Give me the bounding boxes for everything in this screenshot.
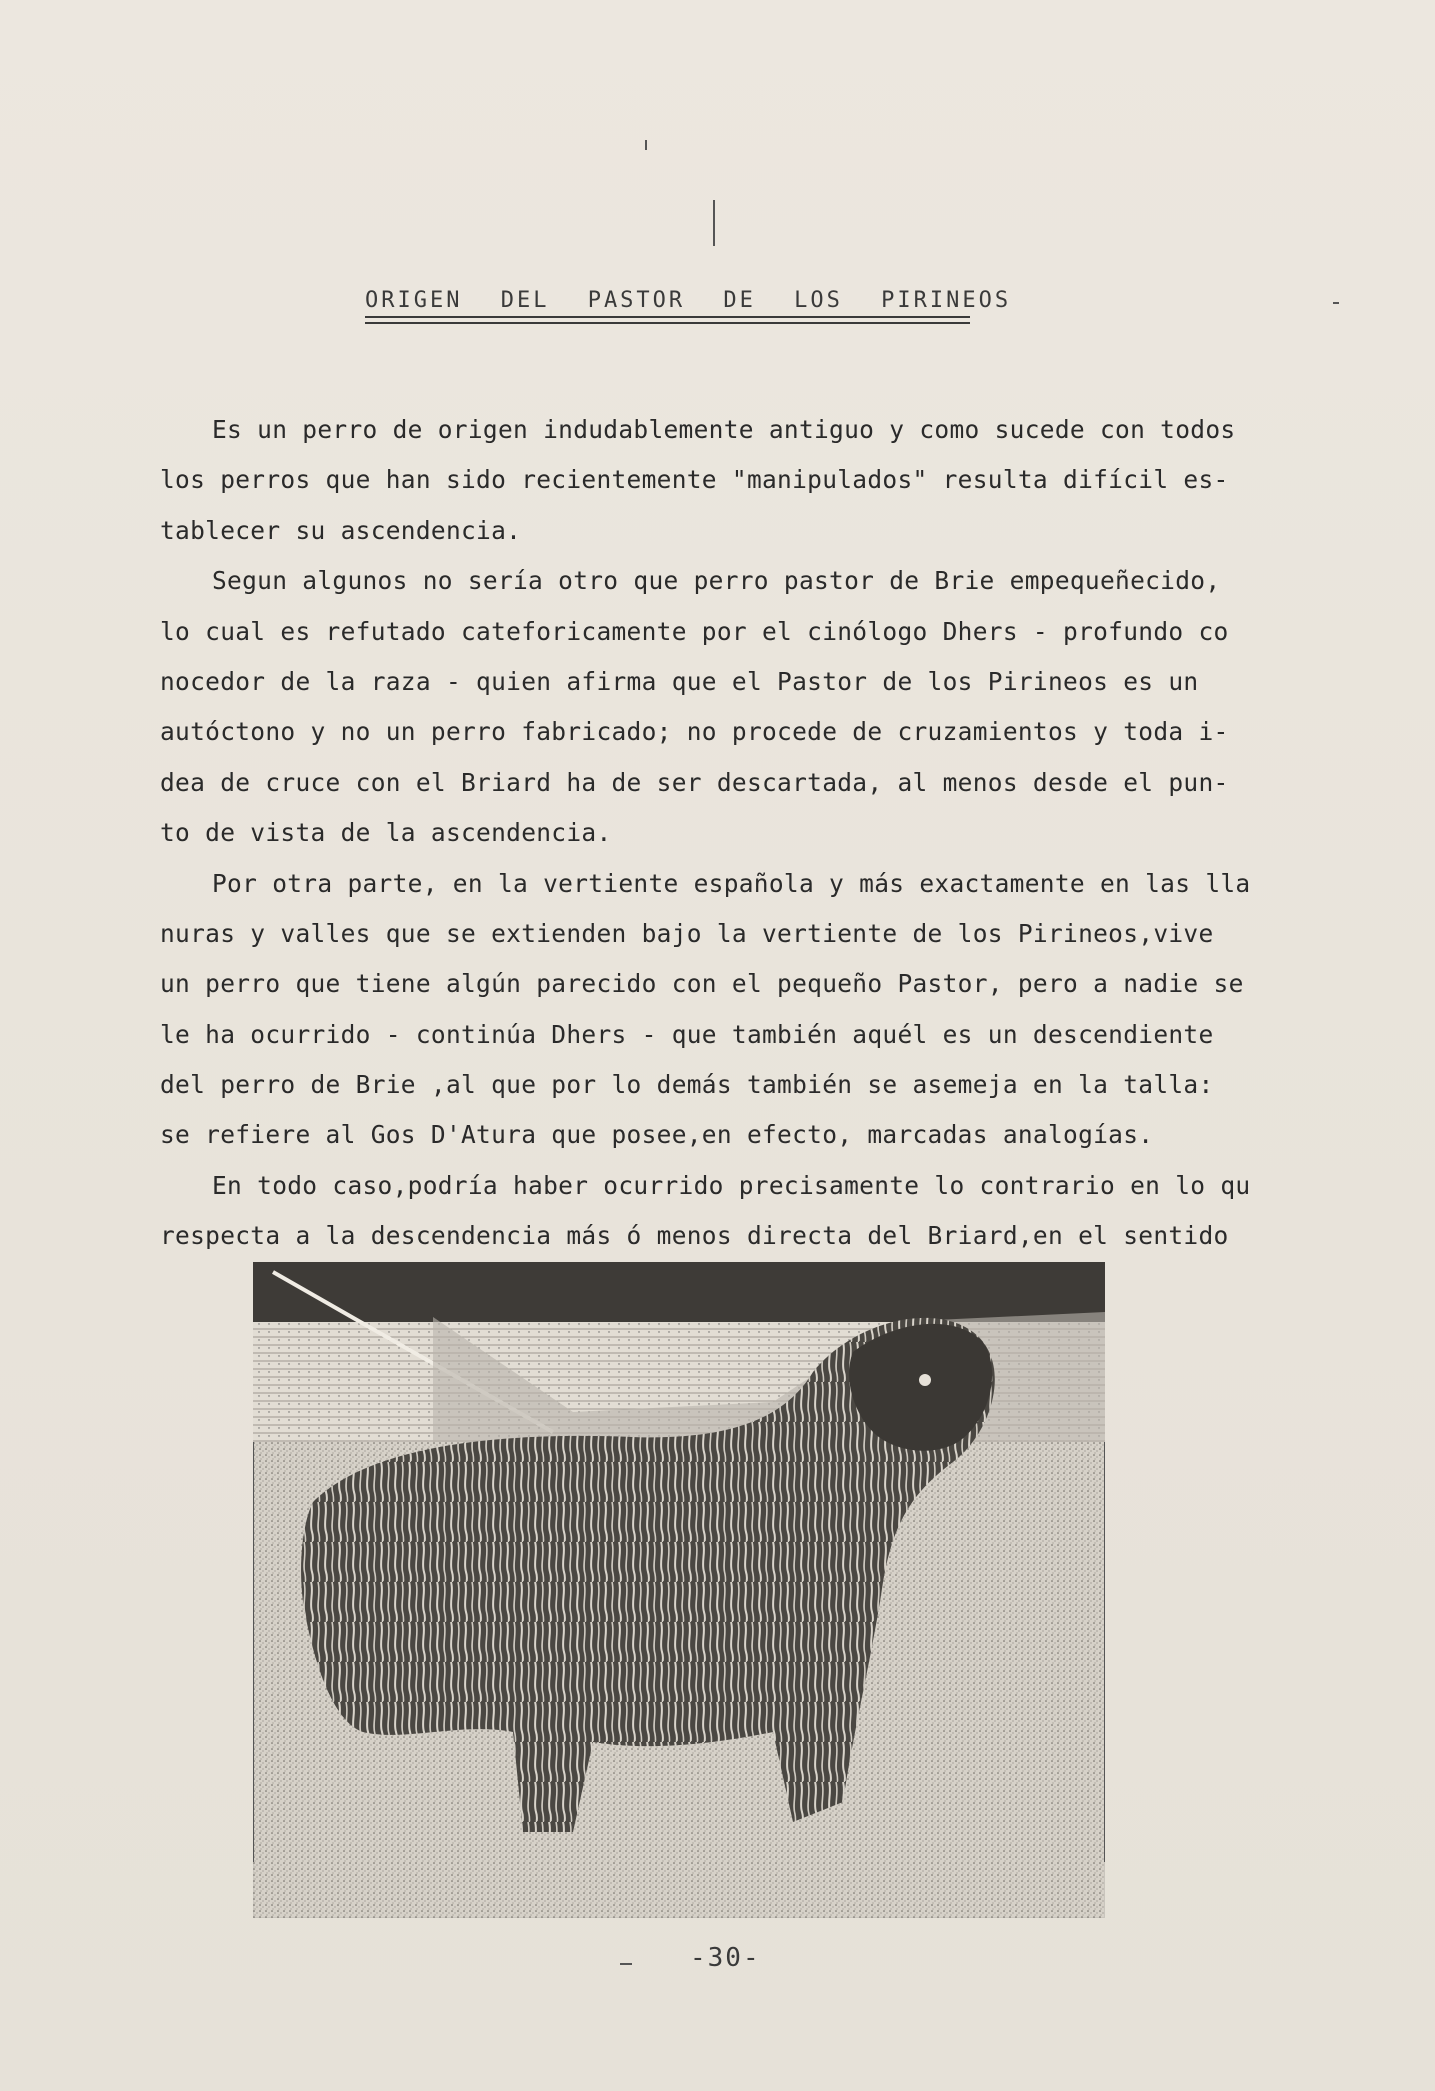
- title-double-underline: [365, 322, 970, 324]
- dog-photo: [253, 1262, 1105, 1918]
- text-line: un perro que tiene algún parecido con el pequeño Pastor, pero a nadie se: [160, 969, 1244, 999]
- text-line: respecta a la descendencia más ó menos directa del Briard,en el sentido: [160, 1221, 1229, 1251]
- text-line: dea de cruce con el Briard ha de ser descartada, al menos desde el pun-: [160, 767, 1229, 797]
- body-text: [160, 405, 1275, 1262]
- scan-mark: [645, 140, 647, 150]
- text-line: tablecer su ascendencia.: [160, 515, 522, 545]
- text-line: Por otra parte, en la vertiente española y más exactamente en las lla: [212, 868, 1251, 898]
- text-line: lo cual es refutado cateforicamente por el cinólogo Dhers - profundo co: [160, 616, 1229, 646]
- page-number: -30-: [690, 1943, 761, 1973]
- text-line: nuras y valles que se extienden bajo la vertiente de los Pirineos,vive: [160, 918, 1214, 948]
- text-line: autóctono y no un perro fabricado; no procede de cruzamientos y toda i-: [160, 717, 1229, 747]
- text-line: le ha ocurrido - continúa Dhers - que también aquél es un descendiente: [160, 1019, 1214, 1049]
- text-line: los perros que han sido recientemente "manipulados" resulta difícil es-: [160, 465, 1229, 495]
- scan-mark: [713, 200, 715, 246]
- scan-mark: [620, 1963, 632, 1965]
- text-line: En todo caso,podría haber ocurrido precisamente lo contrario en lo qu: [212, 1170, 1251, 1200]
- text-line: to de vista de la ascendencia.: [160, 818, 612, 848]
- text-line: del perro de Brie ,al que por lo demás también se asemeja en la talla:: [160, 1070, 1214, 1100]
- text-line: se refiere al Gos D'Atura que posee,en efecto, marcadas analogías.: [160, 1120, 1154, 1150]
- scan-mark: [1333, 302, 1339, 304]
- text-line: nocedor de la raza - quien afirma que el Pastor de los Pirineos es un: [160, 666, 1199, 696]
- text-line: Segun algunos no sería otro que perro pastor de Brie empequeñecido,: [212, 566, 1221, 596]
- page-title: ORIGEN DEL PASTOR DE LOS PIRINEOS: [365, 288, 1012, 313]
- title-underline: [365, 316, 970, 318]
- text-line: Es un perro de origen indudablemente antiguo y como sucede con todos: [212, 415, 1236, 444]
